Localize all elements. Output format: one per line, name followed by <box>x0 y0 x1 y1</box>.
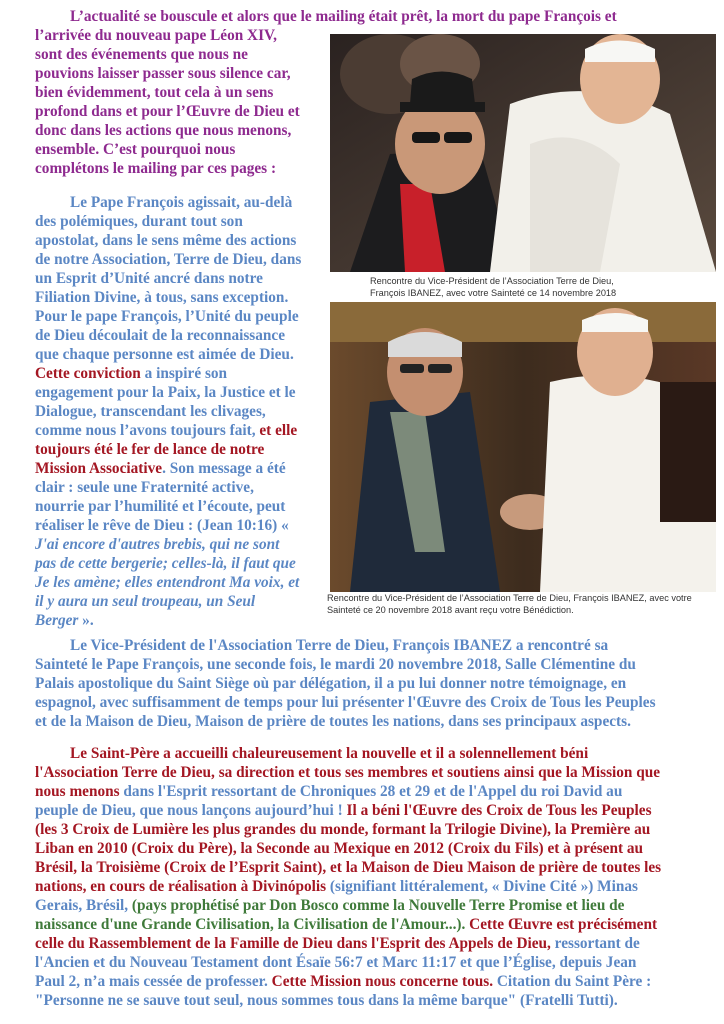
text: nous menons <box>35 783 120 800</box>
text: Paul 2, n’a mais cessée de professer. <box>35 973 272 990</box>
text: Cette Œuvre est précisément <box>465 916 658 933</box>
para4-line: (les 3 Croix de Lumière les plus grandes du monde, formant la Trilogie Divine), la Première au <box>35 821 651 838</box>
para2-line: que chaque personne est aimée de Dieu. <box>35 346 294 363</box>
intro-line: l’arrivée du nouveau pape Léon XIV, <box>35 27 277 44</box>
text: Gerais, Brésil, <box>35 897 132 914</box>
para4-line: l'Ancien et du Nouveau Testament dont Ésaïe 56:7 et Marc 11:17 et que l’Église, depuis Jean <box>35 954 637 971</box>
caption-line: Rencontre du Vice-Président de l’Association Terre de Dieu, <box>370 276 614 286</box>
photo-caption-2 <box>327 593 719 616</box>
text: et elle <box>255 422 298 439</box>
intro-line: ensemble. C’est pourquoi nous <box>35 141 236 158</box>
text: ressortant de <box>550 935 640 952</box>
para4-line: Le Saint-Père a accueilli chaleureusement la nouvelle et il a solennellement béni <box>70 745 589 762</box>
text: comme nous l’avons toujours fait, <box>35 422 256 439</box>
para2-line: un Esprit d’Unité ancré dans notre <box>35 270 263 287</box>
para2-line: apostolat, dans le sens même des actions <box>35 232 297 249</box>
para3-line: espagnol, avec suffisamment de temps pour lui présenter l'Œuvre des Croix de Tous les Peuples <box>35 694 656 711</box>
para2-line: clair : seule une Fraternité active, <box>35 479 254 496</box>
photo-caption-1 <box>370 276 710 299</box>
para2-line: de Dieu découlait de la reconnaissance <box>35 327 285 344</box>
para3-line: Palais apostolique du Saint Siège où par délégation, il a pu lui donner notre témoignage, en <box>35 675 627 692</box>
intro-line: donc dans les actions que nous menons, <box>35 122 292 139</box>
scripture-quote-line: pas de cette bergerie; celles-là, il faut que <box>35 555 296 572</box>
intro-line: complétons le mailing par ces pages : <box>35 160 277 177</box>
para2-line: nourrie par l’humilité et l’écoute, peut <box>35 498 286 515</box>
para4-line <box>35 972 651 991</box>
intro-line-1: L’actualité se bouscule et alors que le mailing était prêt, la mort du pape François et <box>70 8 617 25</box>
text: (signifiant littéralement, « Divine Cité ») Minas <box>326 878 638 895</box>
caption-line: François IBANEZ, avec votre Sainteté ce 14 novembre 2018 <box>370 287 617 298</box>
para4-line <box>35 877 638 896</box>
text: celle du Rassemblement de la Famille de Dieu dans l'Esprit des Appels de Dieu, <box>35 935 551 952</box>
para4-line: Liban en 2010 (Croix du Père), la Seconde au Mexique en 2012 (Croix du Fils) et à présent au <box>35 840 644 857</box>
text: nations, en cours de réalisation à Divinópolis <box>35 878 327 895</box>
para4-line <box>35 934 640 953</box>
para2-line: Filiation Divine, à tous, sans exception. <box>35 289 289 306</box>
para3-line: Sainteté le Pape François, une seconde fois, le mardi 20 novembre 2018, Salle Clémentine du <box>35 656 636 673</box>
para2-line: Dialogue, transcendant les clivages, <box>35 403 266 420</box>
para3-line: Le Vice-Président de l'Association Terre de Dieu, François IBANEZ a rencontré sa <box>70 637 609 654</box>
text: a inspiré son <box>140 365 228 382</box>
caption-line: Rencontre du Vice-Président de l’Association Terre de Dieu, François IBANEZ, avec votre <box>327 593 692 603</box>
text: . Son message a été <box>162 460 286 477</box>
highlight-conviction: Cette conviction <box>35 365 141 382</box>
scripture-quote-line: J'ai encore d'autres brebis, qui ne sont <box>35 536 280 553</box>
para2-line: Le Pape François agissait, au-delà <box>70 194 293 211</box>
text: (pays prophétisé par Don Bosco comme la Nouvelle Terre Promise et lieu de <box>131 897 625 914</box>
para4-line <box>35 915 657 934</box>
para4-line <box>35 801 652 820</box>
scripture-quote-line: il y aura un seul troupeau, un Seul <box>35 593 256 610</box>
para2-line: engagement pour la Paix, la Justice et le <box>35 384 296 401</box>
text: naissance d'une Grande Civilisation, la Civilisation de l'Amour...). <box>35 916 466 933</box>
para2-line: toujours été le fer de lance de notre <box>35 441 265 458</box>
highlight-mission: Mission Associative <box>35 460 163 477</box>
para4-line: l'Association Terre de Dieu, sa direction et tous ses membres et soutiens ainsi que la Mission que <box>35 764 661 781</box>
para3-line: et de la Maison de Dieu, Maison de prière de toutes les nations, dans ses principaux aspects. <box>35 713 631 730</box>
scripture-quote-line: Je les amène; elles entendront Ma voix, et <box>35 574 300 591</box>
text: Berger <box>35 612 79 629</box>
photo-meeting-2018-11-20 <box>330 302 716 592</box>
intro-line: sont des événements que nous ne <box>35 46 248 63</box>
text: dans l'Esprit ressortant de Chroniques 28 et 29 et de l'Appel du roi David au <box>119 783 623 800</box>
text: Citation du Saint Père : <box>493 973 652 990</box>
photo-meeting-2018-11-14 <box>330 34 716 272</box>
para2-line: réaliser le rêve de Dieu : (Jean 10:16) « <box>35 517 289 534</box>
text: Il a béni l'Œuvre des Croix de Tous les Peuples <box>342 802 652 819</box>
intro-line: profond dans et pour l’Œuvre de Dieu et <box>35 103 300 120</box>
para4-line: "Personne ne se sauve tout seul, nous sommes tous dans la même barque" (Fratelli Tutti). <box>35 992 618 1009</box>
para2-line: Pour le pape François, l’Unité du peuple <box>35 308 299 325</box>
para4-line <box>35 896 624 915</box>
caption-line: Sainteté ce 20 novembre 2018 avant reçu votre Bénédiction. <box>327 604 574 615</box>
para2-line <box>35 364 227 383</box>
para2-line <box>35 459 286 478</box>
para4-line <box>35 782 622 801</box>
intro-line: bien évidemment, tout cela à un sens <box>35 84 274 101</box>
para2-line <box>35 611 94 630</box>
intro-line: pouvions laisser passer sous silence car, <box>35 65 291 82</box>
text: peuple de Dieu, que nous lançons aujourd’hui ! <box>35 802 343 819</box>
para4-line: Brésil, la Troisième (Croix de l’Esprit Saint), et la Maison de Dieu Maison de prière de toutes les <box>35 859 662 876</box>
text: ». <box>78 612 94 629</box>
para2-line <box>35 421 297 440</box>
para2-line: des polémiques, durant tout son <box>35 213 243 230</box>
photo-illustration <box>330 302 716 592</box>
para2-line: de notre Association, Terre de Dieu, dans <box>35 251 302 268</box>
photo-illustration <box>330 34 716 272</box>
text: Cette Mission nous concerne tous. <box>271 973 494 990</box>
